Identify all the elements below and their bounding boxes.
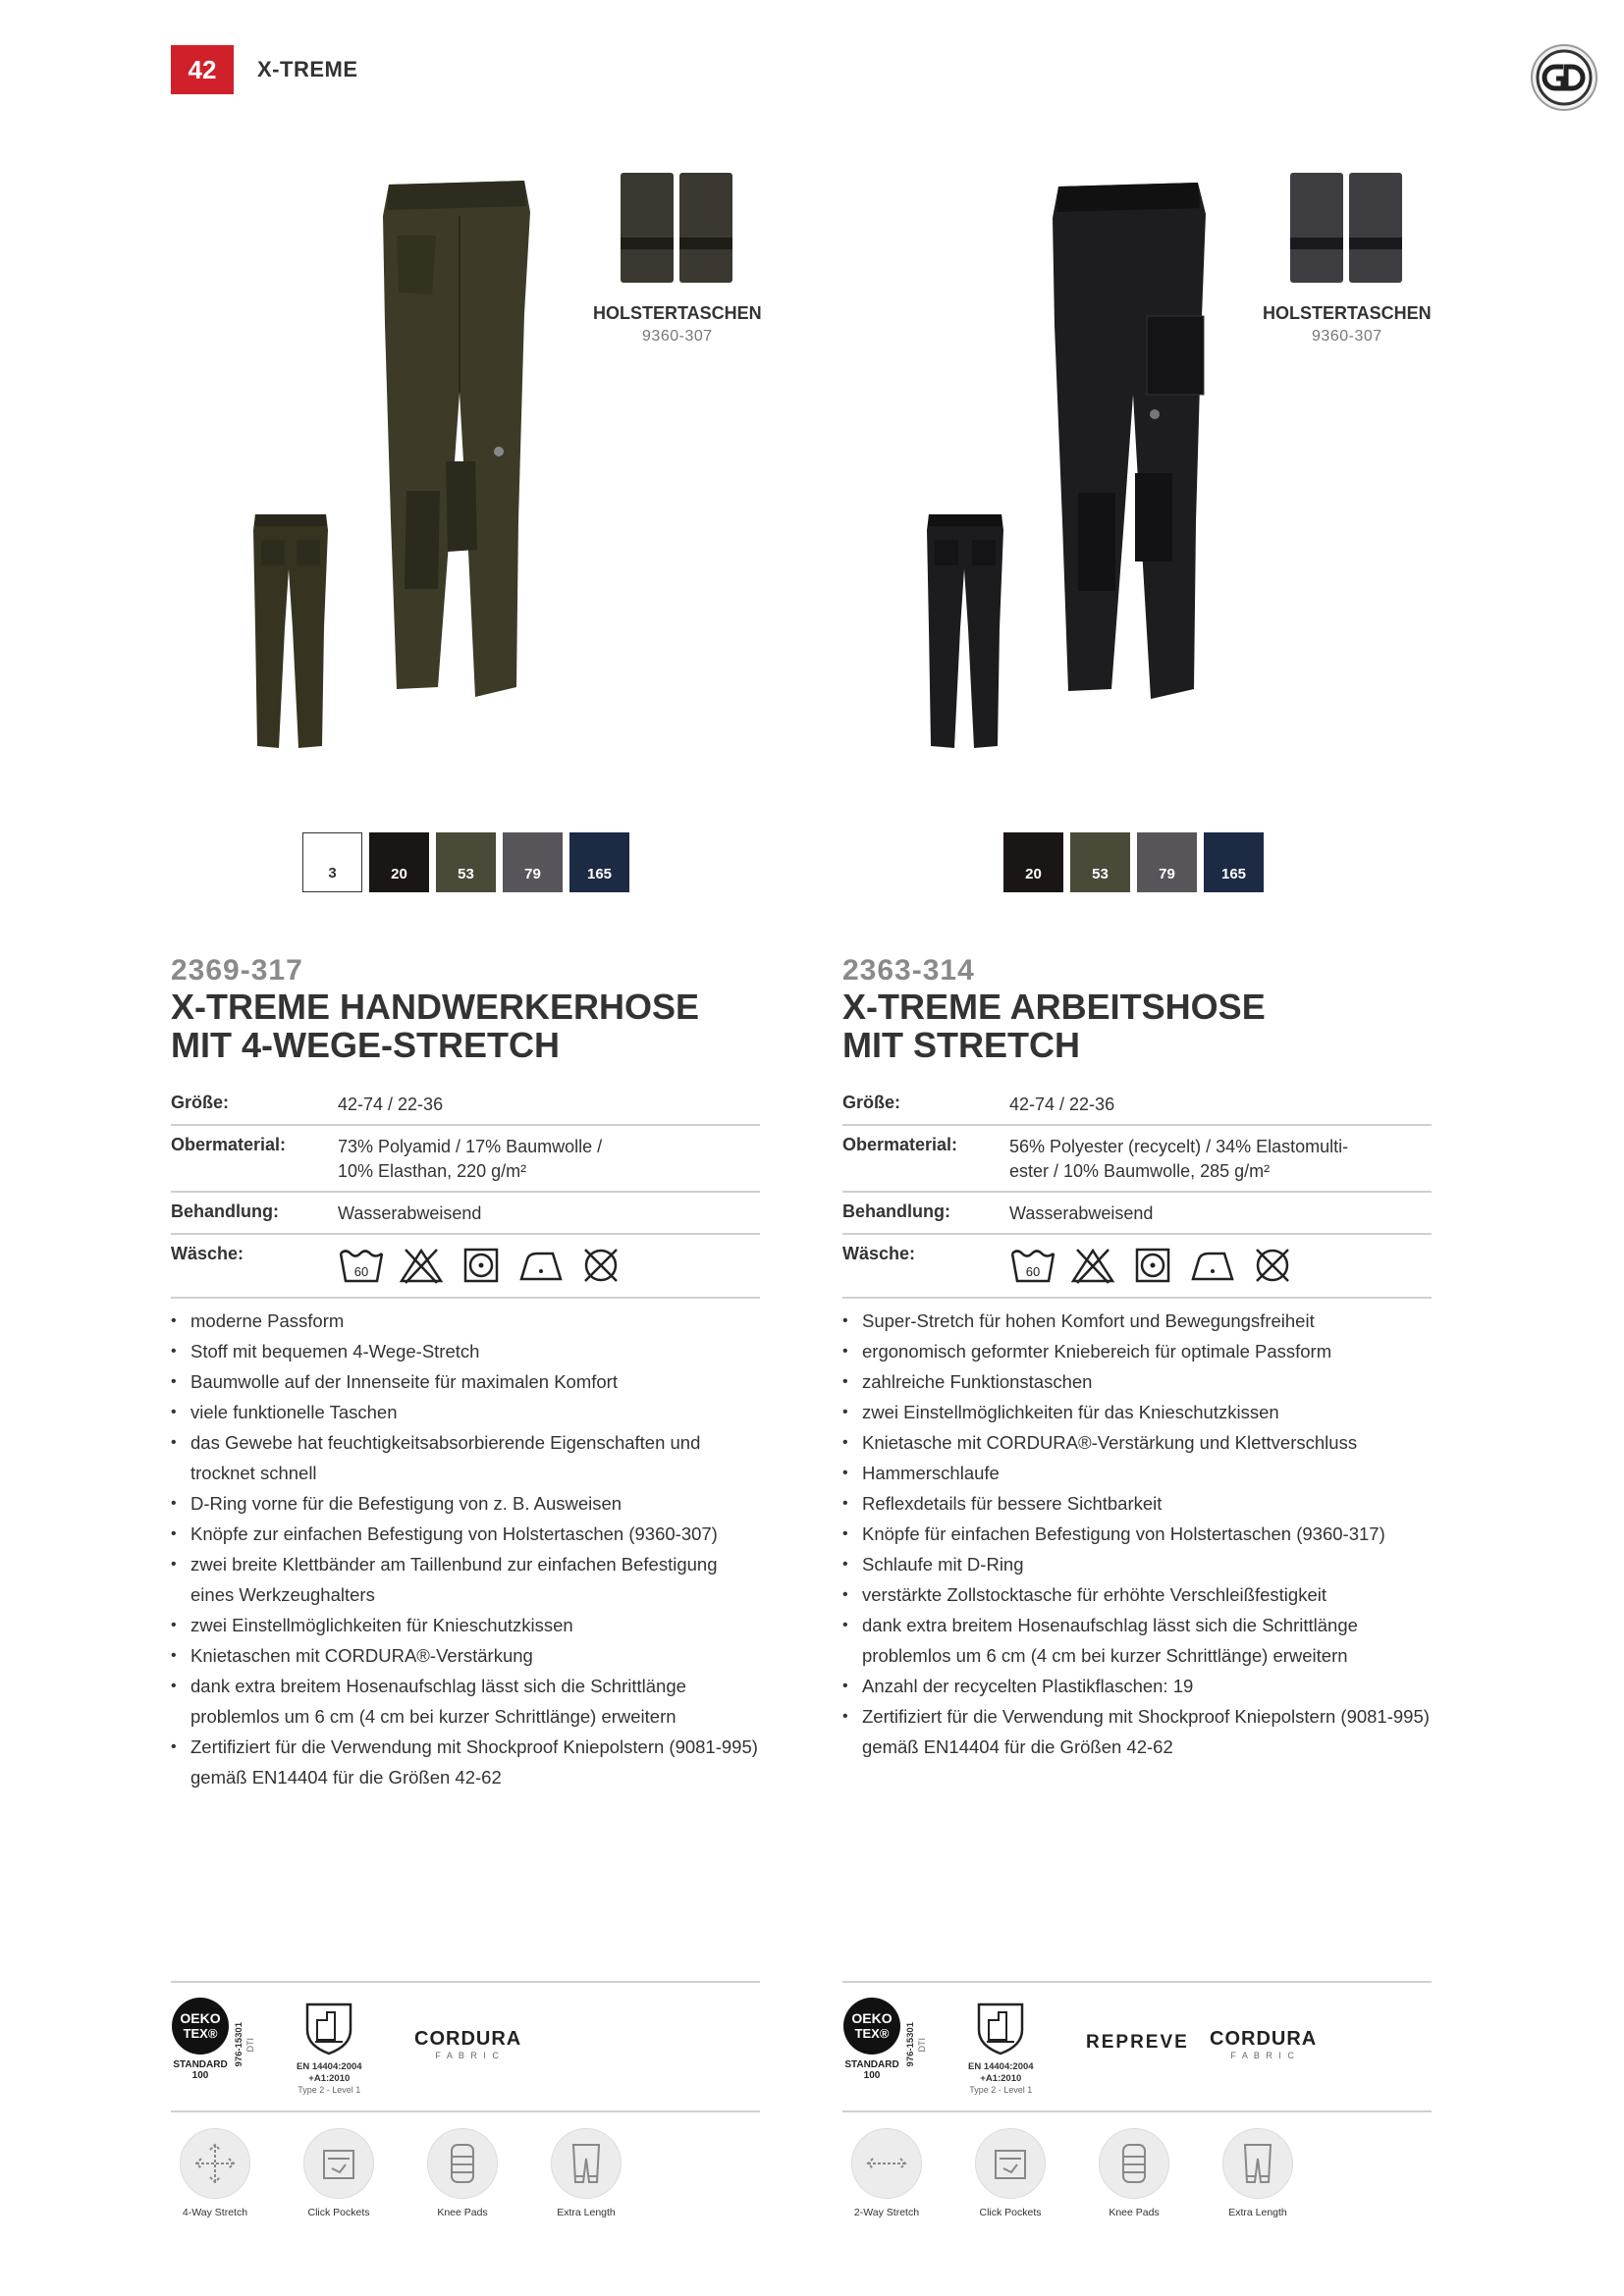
feature-icon-item — [548, 2128, 624, 2218]
list-item: • dank extra breitem Hosenaufschlag lässt sich die Schrittlänge problemlos um 6 cm (4 cm bei kurzer Schrittlänge) erweitern — [842, 1610, 1432, 1671]
product-title — [842, 988, 1432, 1064]
spec-row-size — [842, 1084, 1432, 1126]
feature-icon-label: Knee Pads — [437, 2207, 488, 2218]
feature-icon-item — [424, 2128, 501, 2218]
two-way-stretch-icon — [851, 2128, 922, 2199]
certification-row — [171, 1981, 760, 2112]
spec-key: Wäsche: — [171, 1244, 244, 1263]
tumble-dry-icon — [1129, 1246, 1176, 1285]
oeko-tex-logo — [171, 1997, 230, 2079]
color-swatches — [302, 832, 629, 892]
extra-length-icon — [551, 2128, 622, 2199]
standard-100-text: 100 — [863, 2070, 881, 2079]
list-item: • dank extra breitem Hosenaufschlag lässt sich die Schrittlänge problemlos um 6 cm (4 cm bei kurzer Schrittlänge) erweitern — [171, 1671, 760, 1732]
spec-key: Obermaterial: — [171, 1135, 287, 1154]
cordura-logo — [414, 2028, 521, 2060]
feature-icon-item — [300, 2128, 377, 2218]
list-item: • das Gewebe hat feuchtigkeitsabsorbierende Eigenschaften und trocknet schnell — [171, 1427, 760, 1488]
color-swatch[interactable]: 165 — [569, 832, 629, 892]
oeko-text: OEKO — [851, 2010, 893, 2026]
en14404-shield-icon — [973, 2001, 1028, 2056]
feature-list — [842, 1306, 1432, 1762]
spec-row-material — [842, 1126, 1432, 1193]
color-swatch[interactable]: 20 — [369, 832, 429, 892]
spec-row-treatment — [171, 1193, 760, 1235]
oeko-id-text: 976-15301 — [905, 2022, 916, 2067]
spec-key: Obermaterial: — [842, 1135, 958, 1154]
no-dry-clean-icon — [1249, 1246, 1296, 1285]
standard-text: STANDARD — [844, 2059, 899, 2070]
spec-key: Wäsche: — [842, 1244, 916, 1263]
color-swatch[interactable]: 20 — [1003, 832, 1063, 892]
no-bleach-icon — [1069, 1246, 1116, 1285]
list-item: • ergonomisch geformter Kniebereich für optimale Passform — [842, 1336, 1432, 1366]
spec-value: 42-74 / 22-36 — [338, 1095, 444, 1114]
spec-value-line: 73% Polyamid / 17% Baumwolle / — [338, 1137, 603, 1156]
spec-value: 42-74 / 22-36 — [1009, 1095, 1115, 1114]
spec-key: Behandlung: — [171, 1201, 279, 1221]
list-item: • Stoff mit bequemen 4-Wege-Stretch — [171, 1336, 760, 1366]
feature-icon-label: Click Pockets — [979, 2207, 1042, 2218]
list-item: • Knöpfe zur einfachen Befestigung von Holstertaschen (9360-307) — [171, 1519, 760, 1549]
cordura-text: CORDURA — [1210, 2028, 1318, 2050]
article-number: 2363-314 — [842, 954, 975, 987]
oeko-tex-badge — [842, 1997, 901, 2079]
en-amendment-text: +A1:2010 — [308, 2073, 351, 2084]
oeko-id-text: 976-15301 — [234, 2022, 244, 2067]
en-standard-text: EN 14404:2004 — [297, 2061, 362, 2072]
en-level-text: Type 2 - Level 1 — [298, 2085, 361, 2095]
color-swatch[interactable]: 3 — [302, 832, 362, 892]
wash-60-icon — [1009, 1246, 1056, 1285]
certification-row — [842, 1981, 1432, 2112]
standard-100-text: 100 — [191, 2070, 209, 2079]
list-item: • zwei breite Klettbänder am Taillenbund zur einfachen Befestigung eines Werkzeughalters — [171, 1549, 760, 1610]
click-pockets-icon — [975, 2128, 1046, 2199]
color-swatch[interactable]: 53 — [1070, 832, 1130, 892]
en-amendment-text: +A1:2010 — [980, 2073, 1022, 2084]
spec-key: Größe: — [171, 1093, 230, 1112]
cordura-fabric-text: F A B R I C — [1230, 2051, 1296, 2060]
oeko-dti-text: DTI — [917, 2037, 927, 2052]
care-icons — [338, 1246, 760, 1285]
holster-pocket-block — [1263, 14, 1432, 346]
en-level-text: Type 2 - Level 1 — [969, 2085, 1033, 2095]
holster-pocket-block — [593, 14, 762, 346]
no-dry-clean-icon — [577, 1246, 624, 1285]
care-icons — [1009, 1246, 1432, 1285]
spec-row-wash — [842, 1235, 1432, 1299]
color-swatch[interactable]: 79 — [1137, 832, 1197, 892]
tex-text: TEX® — [183, 2026, 218, 2041]
list-item: • Zertifiziert für die Verwendung mit Shockproof Kniepolstern (9081-995) gemäß EN14404 für die Größen 42-62 — [171, 1732, 760, 1792]
holster-code: 9360-307 — [1312, 328, 1382, 345]
spec-key: Größe: — [842, 1093, 901, 1112]
color-swatch[interactable]: 165 — [1204, 832, 1264, 892]
list-item: • zwei Einstellmöglichkeiten für Knieschutzkissen — [171, 1610, 760, 1640]
spec-value: Wasserabweisend — [338, 1203, 482, 1223]
feature-icon-label: Click Pockets — [307, 2207, 370, 2218]
en14404-badge — [968, 2001, 1034, 2095]
list-item: • Baumwolle auf der Innenseite für maximalen Komfort — [171, 1366, 760, 1397]
wash-60-icon — [338, 1246, 385, 1285]
spec-row-wash — [171, 1235, 760, 1299]
holster-code: 9360-307 — [642, 328, 713, 345]
spec-table — [171, 1084, 760, 1299]
product-column-right — [842, 0, 1432, 2296]
spec-value: Wasserabweisend — [1009, 1203, 1154, 1223]
spec-value — [338, 1135, 760, 1184]
feature-icon-label: Knee Pads — [1109, 2207, 1160, 2218]
list-item: • Super-Stretch für hohen Komfort und Bewegungsfreiheit — [842, 1306, 1432, 1336]
product-title-line: MIT STRETCH — [842, 1025, 1080, 1065]
feature-list — [171, 1306, 760, 1792]
oeko-tex-id — [905, 2022, 927, 2066]
article-number: 2369-317 — [171, 954, 303, 987]
holster-pocket-image — [1288, 167, 1406, 290]
list-item: • D-Ring vorne für die Befestigung von z. B. Ausweisen — [171, 1488, 760, 1519]
color-swatch[interactable]: 79 — [503, 832, 563, 892]
trouser-front-image — [377, 177, 534, 712]
repreve-logo — [1086, 2032, 1189, 2054]
oeko-tex-badge — [171, 1997, 230, 2079]
list-item: • moderne Passform — [171, 1306, 760, 1336]
oeko-tex-id — [234, 2022, 255, 2066]
trouser-back-image — [925, 510, 1005, 756]
en14404-shield-icon — [301, 2001, 356, 2056]
click-pockets-icon — [303, 2128, 374, 2199]
list-item: • Zertifiziert für die Verwendung mit Shockproof Kniepolstern (9081-995) gemäß EN14404 für die Größen 42-62 — [842, 1701, 1432, 1762]
iron-icon — [1189, 1246, 1236, 1285]
iron-icon — [517, 1246, 565, 1285]
wash-temp-text: 60 — [1025, 1264, 1041, 1279]
feature-icon-label: Extra Length — [557, 2207, 616, 2218]
spec-value-line: 56% Polyester (recycelt) / 34% Elastomulti- — [1009, 1137, 1349, 1156]
product-title-line: MIT 4-WEGE-STRETCH — [171, 1025, 560, 1065]
feature-icon-label: 2-Way Stretch — [853, 2207, 920, 2218]
spec-table — [842, 1084, 1432, 1299]
spec-row-material — [171, 1126, 760, 1193]
section-title: X-TREME — [257, 57, 358, 81]
list-item: • viele funktionelle Taschen — [171, 1397, 760, 1427]
brand-logo — [1530, 43, 1598, 112]
product-column-left — [171, 0, 760, 2296]
list-item: • zahlreiche Funktionstaschen — [842, 1366, 1432, 1397]
knee-pads-icon — [1099, 2128, 1169, 2199]
list-item: • Anzahl der recycelten Plastikflaschen: 19 — [842, 1671, 1432, 1701]
no-bleach-icon — [398, 1246, 445, 1285]
knee-pads-icon — [427, 2128, 498, 2199]
holster-label: HOLSTERTASCHEN — [593, 303, 762, 323]
color-swatch[interactable]: 53 — [436, 832, 496, 892]
list-item: • Reflexdetails für bessere Sichtbarkeit — [842, 1488, 1432, 1519]
four-way-stretch-icon — [180, 2128, 250, 2199]
product-title — [171, 988, 760, 1064]
en-standard-text: EN 14404:2004 — [968, 2061, 1034, 2072]
wash-temp-text: 60 — [353, 1264, 369, 1279]
tumble-dry-icon — [458, 1246, 505, 1285]
cordura-fabric-text: F A B R I C — [435, 2051, 501, 2060]
en14404-badge — [297, 2001, 362, 2095]
spec-row-size — [171, 1084, 760, 1126]
cordura-logo — [1210, 2028, 1317, 2060]
page-number: 42 — [171, 45, 234, 94]
spec-value — [1009, 1135, 1432, 1184]
list-item: • Schlaufe mit D-Ring — [842, 1549, 1432, 1579]
list-item: • zwei Einstellmöglichkeiten für das Knieschutzkissen — [842, 1397, 1432, 1427]
holster-pocket-image — [619, 167, 736, 290]
spec-value-line: ester / 10% Baumwolle, 285 g/m² — [1009, 1161, 1271, 1181]
oeko-text: OEKO — [180, 2010, 221, 2026]
product-title-line: X-TREME ARBEITSHOSE — [842, 987, 1266, 1027]
feature-icon-item — [848, 2128, 925, 2218]
feature-icon-label: Extra Length — [1228, 2207, 1287, 2218]
tex-text: TEX® — [854, 2026, 890, 2041]
list-item: • Hammerschlaufe — [842, 1458, 1432, 1488]
list-item: • Knietaschen mit CORDURA®-Verstärkung — [171, 1640, 760, 1671]
product-title-line: X-TREME HANDWERKERHOSE — [171, 987, 700, 1027]
list-item: • Knietasche mit CORDURA®-Verstärkung und Klettverschluss — [842, 1427, 1432, 1458]
feature-icons — [848, 2128, 1296, 2218]
extra-length-icon — [1222, 2128, 1293, 2199]
feature-icon-item — [1219, 2128, 1296, 2218]
cordura-text: CORDURA — [414, 2028, 522, 2050]
standard-text: STANDARD — [173, 2059, 228, 2070]
feature-icon-item — [1096, 2128, 1172, 2218]
trouser-front-image — [1049, 179, 1216, 714]
repreve-text: REPREVE — [1086, 2032, 1189, 2053]
feature-icon-item — [177, 2128, 253, 2218]
spec-row-treatment — [842, 1193, 1432, 1235]
oeko-dti-text: DTI — [245, 2037, 255, 2052]
color-swatches — [1003, 832, 1264, 892]
list-item: • Knöpfe für einfachen Befestigung von Holstertaschen (9360-317) — [842, 1519, 1432, 1549]
feature-icon-label: 4-Way Stretch — [182, 2207, 248, 2218]
holster-label: HOLSTERTASCHEN — [1263, 303, 1432, 323]
spec-value-line: 10% Elasthan, 220 g/m² — [338, 1161, 527, 1181]
list-item: • verstärkte Zollstocktasche für erhöhte Verschleißfestigkeit — [842, 1579, 1432, 1610]
feature-icons — [177, 2128, 624, 2218]
oeko-tex-logo — [842, 1997, 901, 2079]
spec-key: Behandlung: — [842, 1201, 950, 1221]
feature-icon-item — [972, 2128, 1049, 2218]
trouser-back-image — [251, 510, 330, 756]
